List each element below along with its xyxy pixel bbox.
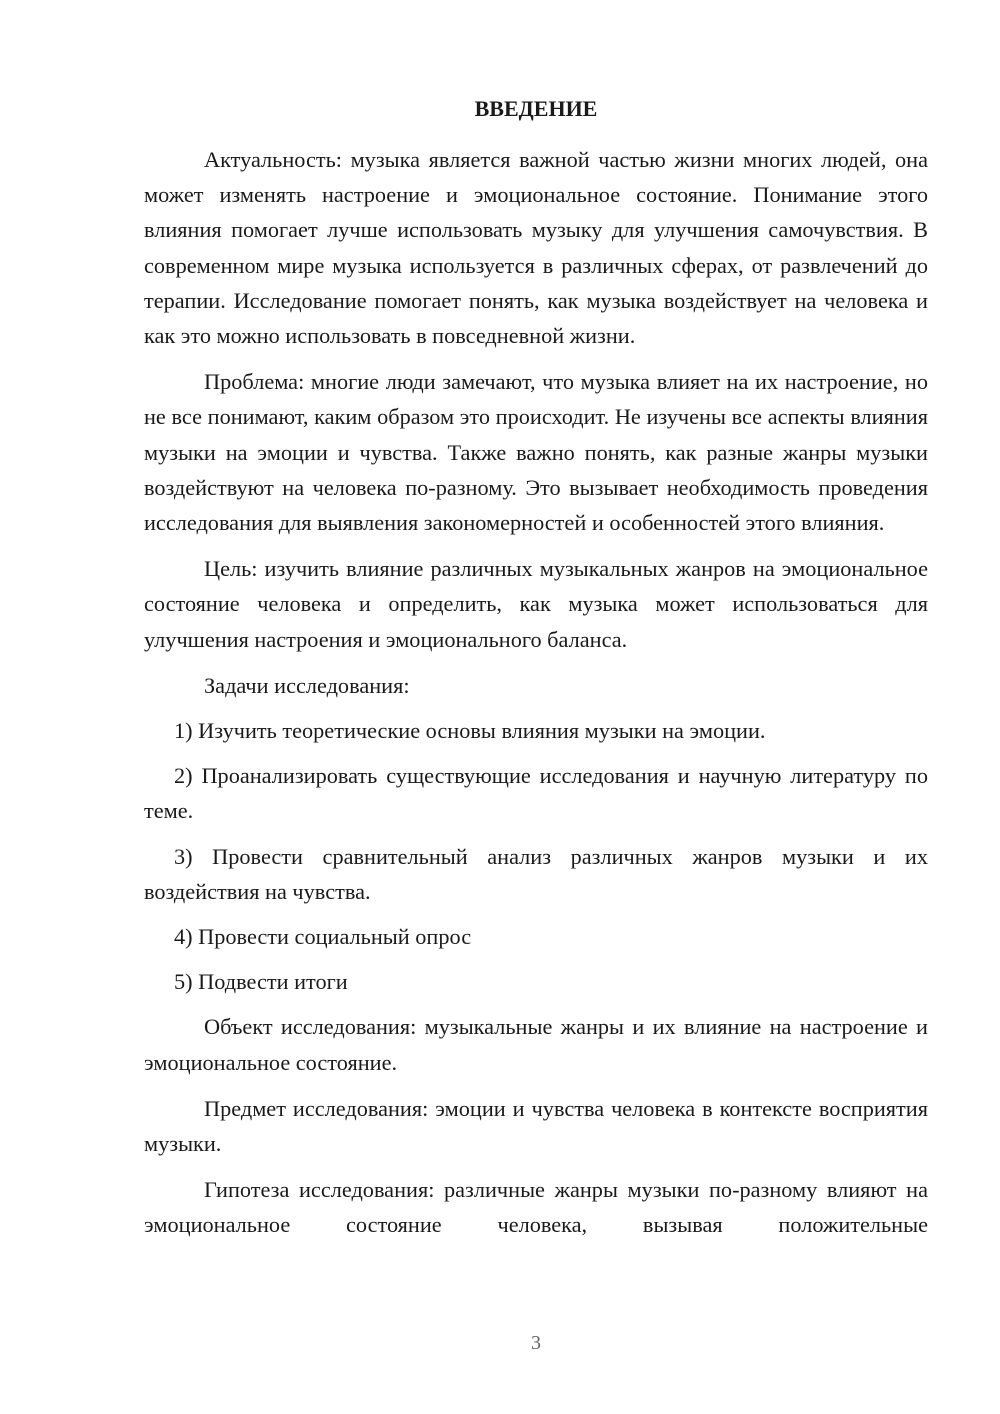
paragraph-hypothesis: Гипотеза исследования: различные жанры музыки по-разному влияют на эмоциональное состояние человека, вызывая положительные (144, 1177, 928, 1238)
paragraph-goal: Цель: изучить влияние различных музыкальных жанров на эмоциональное состояние человека и определить, как музыка может использоваться для улучшения настроения и эмоционального баланса. (144, 556, 928, 652)
paragraph-object: Объект исследования: музыкальные жанры и их влияние на настроение и эмоциональное состояние. (144, 1014, 928, 1075)
list-item: 3) Провести сравнительный анализ различных жанров музыки и их воздействия на чувства. (144, 843, 928, 904)
paragraph-subject: Предмет исследования: эмоции и чувства человека в контексте восприятия музыки. (144, 1095, 928, 1157)
page-number: 3 (531, 1332, 541, 1354)
tasks-heading: Задачи исследования: (204, 672, 410, 698)
section-title: ВВЕДЕНИЕ (474, 96, 598, 121)
paragraph-relevance: Актуальность: музыка является важной частью жизни многих людей, она может изменять настроение и эмоциональное состояние. Понимание этого влияния помогает лучше использовать музыку для улучшения самочувствия. В современном мире музыка используется в различных сферах, от развлечений до терапии. Исследование помогает понять, как музыка воздействует на человека и как это можно использовать в повседневной жизни. (144, 147, 928, 349)
paragraph-problem: Проблема: многие люди замечают, что музыка влияет на их настроение, но не все понимают, каким образом это происходит. Не изучены все аспекты влияния музыки на эмоции и чувства. Также важно понять, как разные жанры музыки воздействуют на человека по-разному. Это вызывает необходимость проведения исследования для выявления закономерностей и особенностей этого влияния. (144, 369, 928, 536)
tasks-list (144, 713, 928, 999)
list-item: 1) Изучить теоретические основы влияния музыки на эмоции. (174, 718, 766, 744)
list-item: 4) Провести социальный опрос (174, 924, 472, 950)
list-item: 2) Проанализировать существующие исследования и научную литературу по теме. (144, 763, 928, 824)
document-page (144, 92, 928, 1254)
list-item: 5) Подвести итоги (174, 969, 348, 995)
